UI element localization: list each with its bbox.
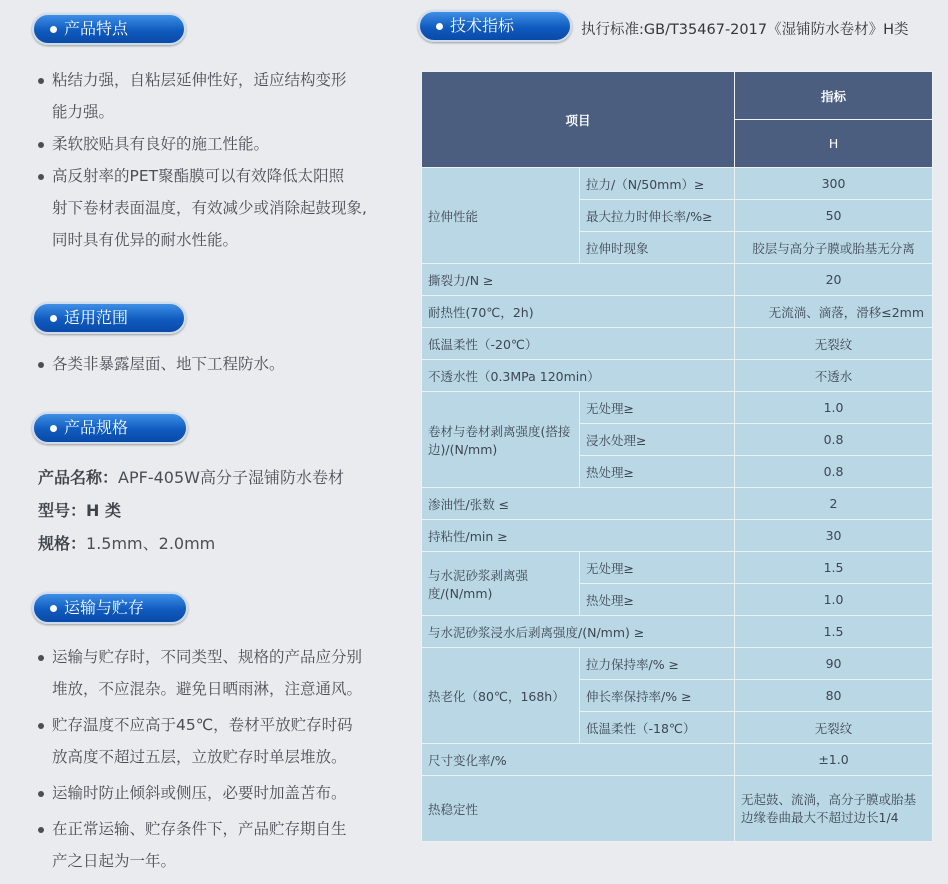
- table-cell: 90: [735, 648, 933, 680]
- table-cell: 无流淌、滴落，滑移≤2mm: [735, 296, 933, 328]
- table-row: [422, 328, 933, 360]
- table-cell: 最大拉力时伸长率/%≥: [580, 200, 735, 232]
- list-item: 堆放，不应混杂。避免日晒雨淋，注意通风。: [52, 680, 363, 698]
- list-item: 能力强。: [52, 103, 115, 121]
- table-cell: 撕裂力/N ≥: [422, 264, 735, 296]
- table-cell: 拉伸性能: [422, 168, 580, 264]
- storage-list: [36, 643, 416, 875]
- table-cell: 80: [735, 680, 933, 712]
- list-item: 产之日起为一年。: [52, 852, 177, 870]
- table-cell: 1.0: [735, 392, 933, 424]
- list-item: 运输与贮存时，不同类型、规格的产品应分别: [36, 643, 416, 671]
- list-item: 在正常运输、贮存条件下，产品贮存期自生: [36, 815, 416, 843]
- scope-list: [36, 350, 416, 378]
- table-header-row: [422, 72, 933, 120]
- table-row: [422, 616, 933, 648]
- table-cell: 2: [735, 488, 933, 520]
- list-item: 各类非暴露屋面、地下工程防水。: [36, 350, 416, 378]
- bullet-icon: [38, 142, 44, 148]
- table-row: [422, 488, 933, 520]
- table-row: [422, 520, 933, 552]
- bullet-icon: [38, 723, 44, 729]
- table-cell: 不透水: [735, 360, 933, 392]
- table-cell: 0.8: [735, 456, 933, 488]
- tech-title: 技术指标: [450, 16, 515, 35]
- bullet-icon: [38, 78, 44, 84]
- table-cell: 1.5: [735, 616, 933, 648]
- bullet-dot-icon: [50, 605, 57, 612]
- scope-heading: [32, 302, 186, 334]
- spec-heading: [32, 412, 188, 444]
- table-cell: 无起鼓、流淌，高分子膜或胎基边缘卷曲最大不超过边长1/4: [735, 776, 933, 842]
- table-cell: 拉伸时现象: [580, 232, 735, 264]
- list-item: 运输时防止倾斜或侧压，必要时加盖苫布。: [36, 779, 416, 807]
- table-cell: 渗油性/张数 ≤: [422, 488, 735, 520]
- storage-heading: [32, 592, 188, 624]
- bullet-icon: [38, 655, 44, 661]
- features-heading: [32, 13, 186, 45]
- bullet-icon: [38, 791, 44, 797]
- features-title: 产品特点: [64, 19, 129, 38]
- table-cell: 无处理≥: [580, 552, 735, 584]
- list-item: 粘结力强，自粘层延伸性好，适应结构变形: [36, 66, 416, 94]
- storage-title: 运输与贮存: [64, 598, 145, 617]
- spec-model: 型号：H 类: [38, 501, 121, 520]
- table-cell: 不透水性（0.3MPa 120min）: [422, 360, 735, 392]
- list-item: 高反射率的PET聚酯膜可以有效降低太阳照: [36, 162, 416, 190]
- list-item: 同时具有优异的耐水性能。: [52, 231, 239, 249]
- table-cell: 无裂纹: [735, 712, 933, 744]
- table-cell: 浸水处理≥: [580, 424, 735, 456]
- table-cell: ±1.0: [735, 744, 933, 776]
- list-item: 柔软胶贴具有良好的施工性能。: [36, 130, 416, 158]
- spec-name: 产品名称：APF-405W高分子湿铺防水卷材: [38, 468, 344, 487]
- list-item: 射下卷材表面温度，有效减少或消除起鼓现象,: [52, 199, 367, 217]
- spec-title: 产品规格: [64, 418, 129, 437]
- bullet-icon: [38, 827, 44, 833]
- spec-table: [421, 71, 933, 842]
- table-cell: 无处理≥: [580, 392, 735, 424]
- table-cell: 耐热性(70℃，2h): [422, 296, 735, 328]
- table-cell: 尺寸变化率/%: [422, 744, 735, 776]
- table-cell: 拉力/（N/50mm）≥: [580, 168, 735, 200]
- table-row: [422, 296, 933, 328]
- table-cell: 拉力保持率/% ≥: [580, 648, 735, 680]
- table-cell: 低温柔性（-18℃）: [580, 712, 735, 744]
- table-cell: 热处理≥: [580, 584, 735, 616]
- list-item: 放高度不超过五层，立放贮存时单层堆放。: [52, 748, 347, 766]
- header-item: 项目: [422, 72, 735, 168]
- tech-heading: [418, 10, 572, 42]
- table-row: [422, 264, 933, 296]
- table-row: [422, 744, 933, 776]
- table-cell: 0.8: [735, 424, 933, 456]
- table-cell: 伸长率保持率/% ≥: [580, 680, 735, 712]
- features-list: [36, 66, 416, 254]
- bullet-icon: [38, 174, 44, 180]
- table-cell: 卷材与卷材剥离强度(搭接边)/(N/mm): [422, 392, 580, 488]
- table-row: [422, 168, 933, 200]
- header-index: 指标: [735, 72, 933, 120]
- bullet-dot-icon: [436, 23, 443, 30]
- table-row: [422, 648, 933, 680]
- table-cell: 胶层与高分子膜或胎基无分离: [735, 232, 933, 264]
- table-cell: 热处理≥: [580, 456, 735, 488]
- table-cell: 300: [735, 168, 933, 200]
- table-cell: 与水泥砂浆浸水后剥离强度/(N/mm) ≥: [422, 616, 735, 648]
- bullet-dot-icon: [50, 26, 57, 33]
- table-cell: 50: [735, 200, 933, 232]
- table-cell: 与水泥砂浆剥离强度/(N/mm): [422, 552, 580, 616]
- table-row: [422, 392, 933, 424]
- header-type: H: [735, 120, 933, 168]
- table-cell: 1.0: [735, 584, 933, 616]
- table-cell: 热稳定性: [422, 776, 735, 842]
- bullet-dot-icon: [50, 425, 57, 432]
- table-cell: 30: [735, 520, 933, 552]
- table-cell: 1.5: [735, 552, 933, 584]
- table-row: [422, 776, 933, 842]
- standard-text: 执行标准:GB/T35467-2017《湿铺防水卷材》H类: [581, 22, 909, 38]
- bullet-icon: [38, 362, 44, 368]
- table-cell: 低温柔性（-20℃）: [422, 328, 735, 360]
- spec-size: 规格：1.5mm、2.0mm: [38, 534, 216, 553]
- table-cell: 20: [735, 264, 933, 296]
- table-cell: 无裂纹: [735, 328, 933, 360]
- table-cell: 持粘性/min ≥: [422, 520, 735, 552]
- list-item: 贮存温度不应高于45℃，卷材平放贮存时码: [36, 711, 416, 739]
- table-row: [422, 360, 933, 392]
- scope-title: 适用范围: [64, 308, 129, 327]
- bullet-dot-icon: [50, 315, 57, 322]
- table-cell: 热老化（80℃，168h）: [422, 648, 580, 744]
- table-row: [422, 552, 933, 584]
